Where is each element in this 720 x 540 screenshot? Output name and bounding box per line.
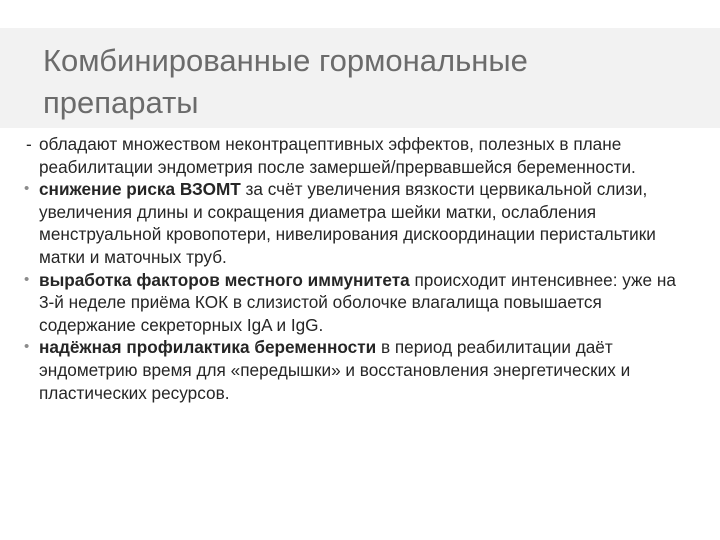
bullet-icon: • [24,180,30,198]
item-text: в период реабилитации даёт эндометрию время для «передышки» и восстановления энергетических и пластических ресурсов. [39,337,631,403]
item-text: обладают множеством неконтрацептивных эффектов, полезных в плане реабилитации эндометрия после замершей/прервавшейся беременности. [39,134,636,177]
slide-title: Комбинированные гормональные препараты [43,43,528,120]
item-bold-text: снижение риска ВЗОМТ [39,179,241,200]
list-item [24,178,692,268]
list-item [24,133,692,178]
bullet-icon: • [24,338,30,356]
item-text: происходит интенсивнее: уже на 3-й неделе приёма КОК в слизистой оболочке влагалища повышается содержание секреторных IgA и IgG. [39,269,676,335]
bullet-icon: • [24,270,30,288]
list-item [24,336,692,404]
list-item [24,269,692,337]
item-bold-text: выработка факторов местного иммунитета [39,269,410,290]
dash-marker: - [26,134,32,154]
item-bold-text: надёжная профилактика беременности [39,337,377,358]
slide-body [24,133,692,404]
item-text: за счёт увеличения вязкости цервикальной слизи, увеличения длины и сокращения диаметра шейки матки, ослабления менструальной кровопотери, нивелирования дискоординации перистальтики матки и маточных труб. [39,179,656,267]
